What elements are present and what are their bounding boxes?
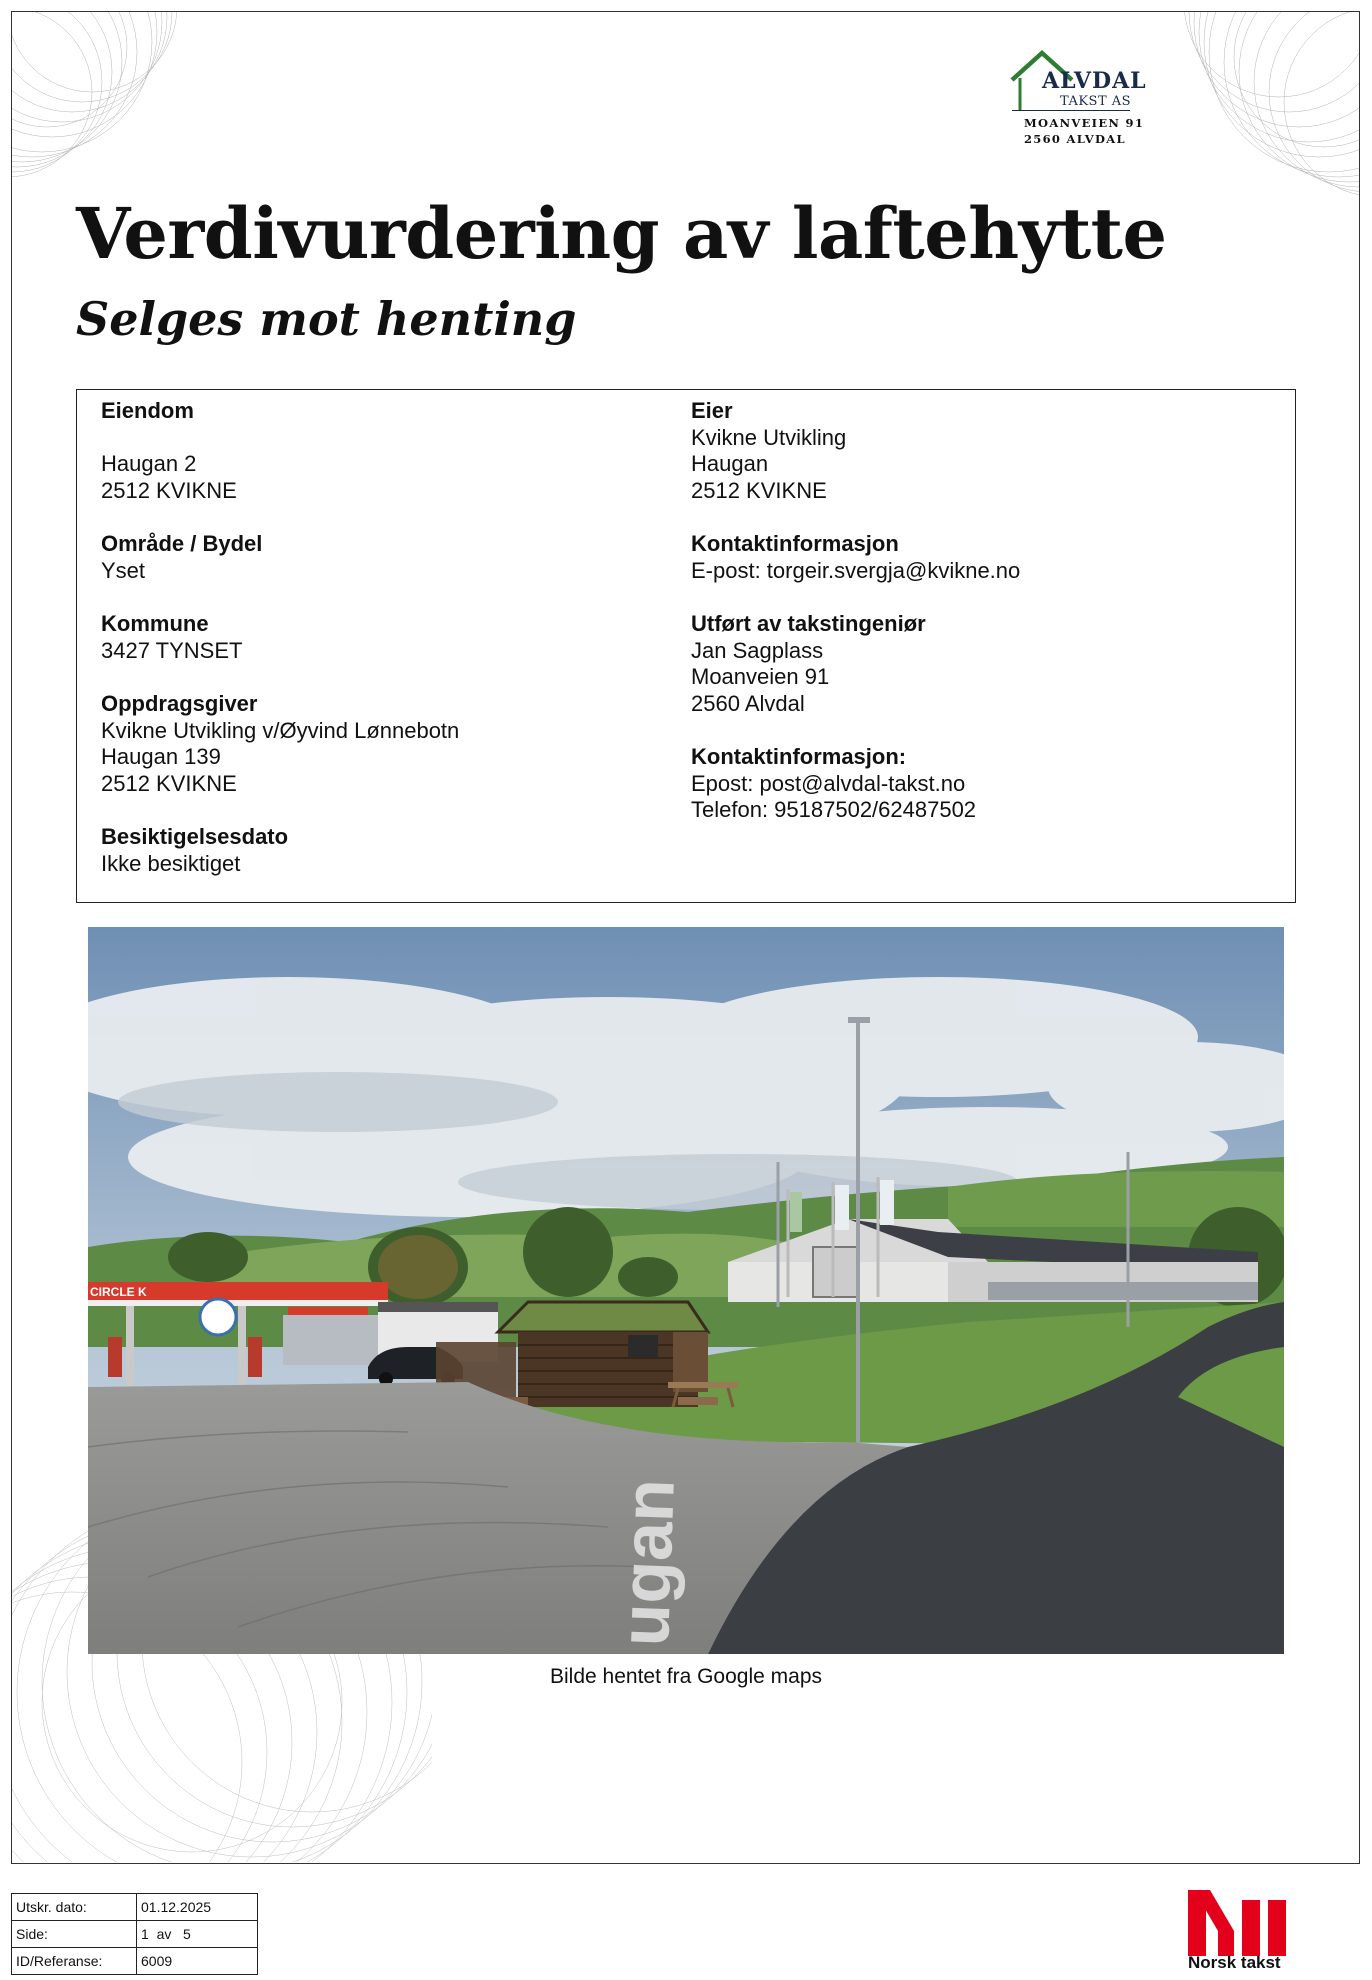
kontakt1-label: Kontaktinformasjon	[691, 531, 899, 556]
kontakt2-label: Kontaktinformasjon:	[691, 744, 907, 769]
oppdragsgiver-line3: 2512 KVIKNE	[101, 770, 237, 796]
utfort-line2: Moanveien 91	[691, 664, 830, 689]
meta-key: Side:	[12, 1921, 137, 1948]
oppdragsgiver-group	[101, 691, 459, 797]
oppdragsgiver-line1: Kvikne Utvikling v/Øyvind Lønnebotn	[101, 717, 460, 743]
info-right-column	[691, 398, 1020, 851]
kommune-value: 3427 TYNSET	[101, 637, 243, 663]
document-title: Verdivurdering av laftehytte	[76, 192, 1167, 275]
eier-group	[691, 398, 1020, 504]
station-sign-text: CIRCLE K	[90, 1285, 147, 1299]
document-subtitle: Selges mot henting	[76, 292, 577, 346]
utfort-group	[691, 611, 1020, 717]
kommune-group	[101, 611, 459, 664]
kontakt2-group	[691, 744, 1020, 824]
table-row	[12, 1894, 258, 1921]
eier-line2: Haugan	[691, 451, 769, 476]
spirograph-top-left-icon	[12, 12, 182, 182]
kontakt2-phone[interactable]: Telefon: 95187502/62487502	[691, 797, 977, 822]
spirograph-top-right-icon	[1159, 12, 1359, 222]
meta-value: 6009	[137, 1948, 258, 1975]
logo-divider	[1012, 110, 1130, 111]
street-photo	[88, 927, 1284, 1654]
meta-key: ID/Referanse:	[12, 1948, 137, 1975]
eier-line1: Kvikne Utvikling	[691, 424, 847, 450]
utfort-line3: 2560 Alvdal	[691, 690, 805, 716]
eier-line3: 2512 KVIKNE	[691, 477, 827, 503]
kontakt1-group	[691, 531, 1020, 584]
eiendom-line2: 2512 KVIKNE	[101, 477, 237, 503]
eiendom-line1: Haugan 2	[101, 451, 197, 476]
kontakt1-email[interactable]: E-post: torgeir.svergja@kvikne.no	[691, 557, 1021, 583]
logo-brand: ALVDAL	[1042, 68, 1147, 94]
oppdragsgiver-label: Oppdragsgiver	[101, 691, 258, 716]
eiendom-label: Eiendom	[101, 398, 194, 423]
kommune-label: Kommune	[101, 611, 209, 636]
table-row	[12, 1948, 258, 1975]
eier-label: Eier	[691, 398, 733, 423]
logo-address-line1: MOANVEIEN 91	[1024, 116, 1145, 130]
besiktigelse-value: Ikke besiktiget	[101, 850, 241, 876]
omrade-value: Yset	[101, 557, 146, 583]
table-row	[12, 1921, 258, 1948]
print-meta-table	[11, 1893, 258, 1975]
alvdal-takst-logo	[1010, 50, 1147, 150]
meta-value: 01.12.2025	[137, 1894, 258, 1921]
photo-caption: Bilde hentet fra Google maps	[550, 1665, 822, 1688]
oppdragsgiver-line2: Haugan 139	[101, 744, 221, 769]
meta-key: Utskr. dato:	[12, 1894, 137, 1921]
besiktigelse-group	[101, 824, 459, 877]
info-left-column	[101, 398, 459, 904]
eiendom-group	[101, 398, 459, 504]
logo-address-line2: 2560 ALVDAL	[1024, 132, 1126, 146]
info-box	[76, 389, 1296, 903]
meta-value: 1 av 5	[137, 1921, 258, 1948]
utfort-label: Utført av takstingeniør	[691, 611, 926, 636]
utfort-line1: Jan Sagplass	[691, 637, 824, 663]
kontakt2-email[interactable]: Epost: post@alvdal-takst.no	[691, 770, 966, 796]
omrade-label: Område / Bydel	[101, 531, 263, 556]
omrade-group	[101, 531, 459, 584]
street-scene-image	[88, 927, 1284, 1654]
norsk-takst-text: Norsk takst	[1188, 1953, 1281, 1972]
besiktigelse-label: Besiktigelsesdato	[101, 824, 289, 849]
road-label-text: ugan	[605, 1477, 689, 1648]
logo-brand-sub: TAKST AS	[1060, 94, 1132, 109]
